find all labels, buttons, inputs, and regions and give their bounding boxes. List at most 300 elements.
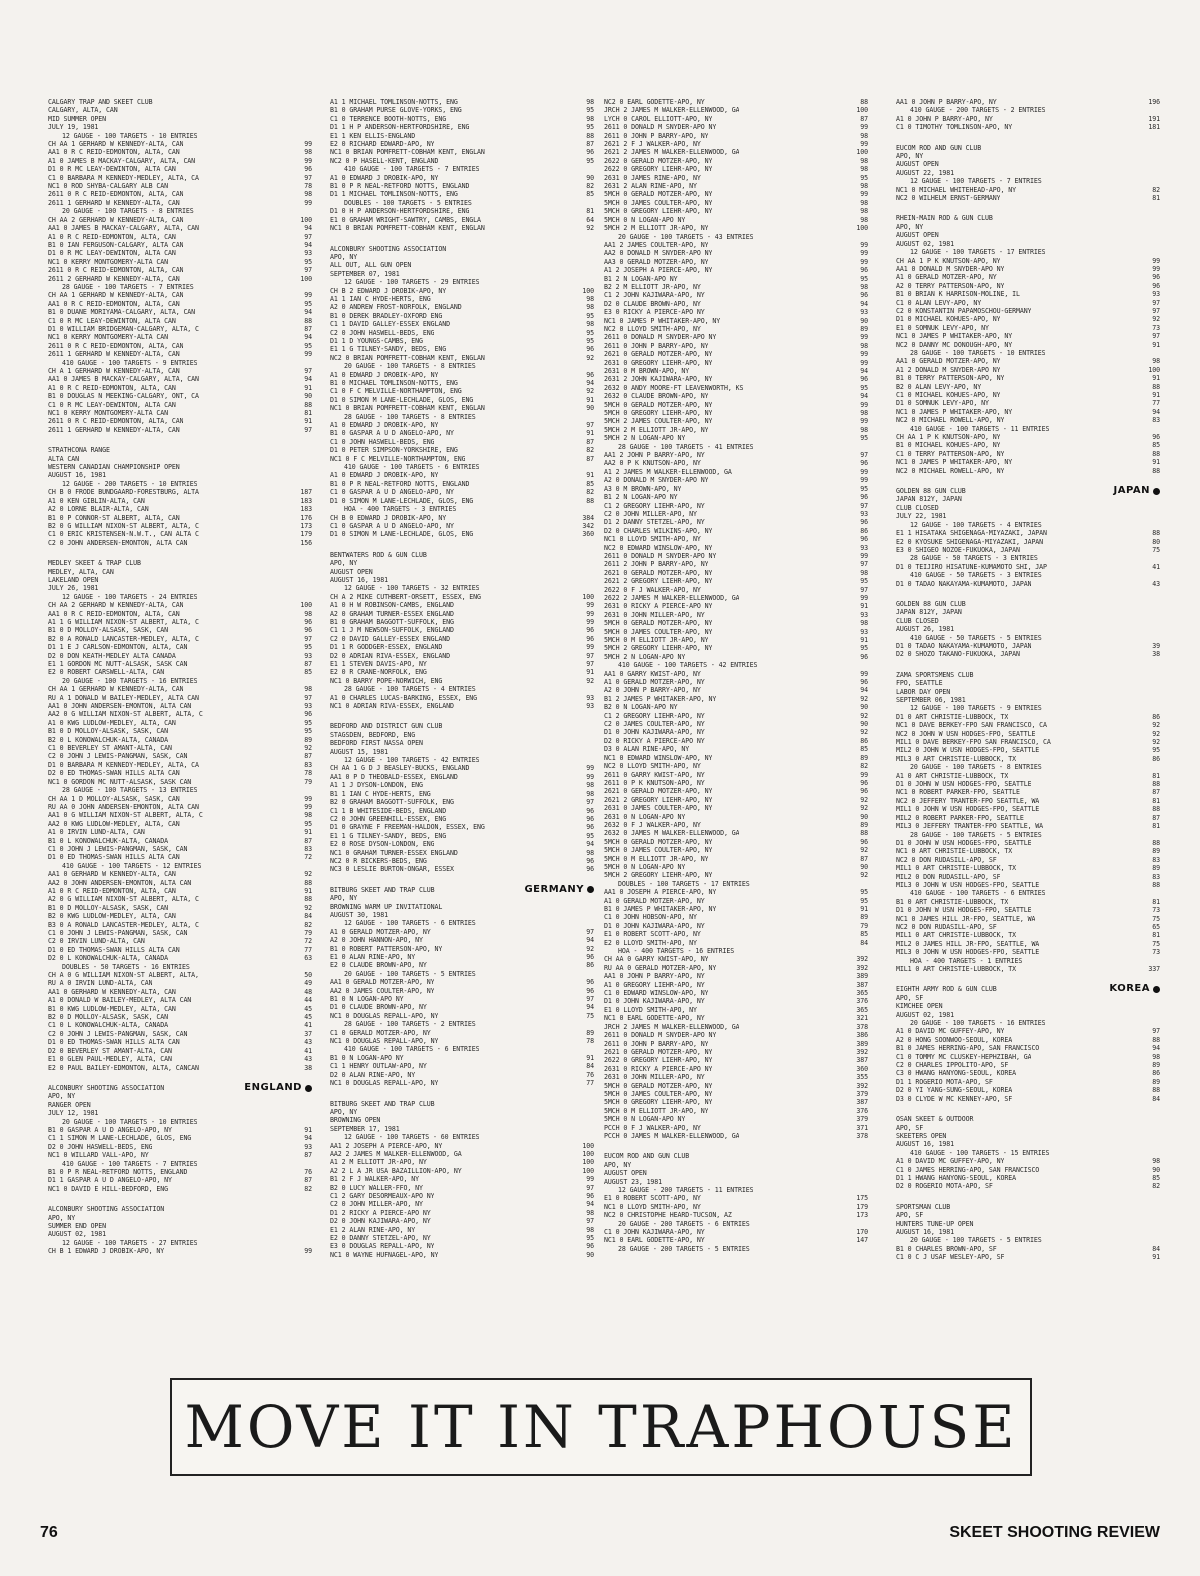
event-header: 410 GAUGE - 100 TARGETS - 6 ENTRIES	[344, 1045, 480, 1054]
result-row: AA2 0 P K KNUTSON-APO, NY 96	[604, 459, 868, 468]
result-row: D3 0 ALAN RINE-APO, NY 85	[604, 745, 868, 754]
result-row: D1 0 JOHN W USN HODGES-FPO, SEATTLE 88	[896, 780, 1160, 789]
club-info: MEDLEY, ALTA, CAN	[48, 567, 114, 576]
result-row: E1 0 GLEN PAUL-MEDLEY, ALTA, CAN 43	[48, 1055, 312, 1064]
result-row: 2611 0 R C REID-EDMONTON, ALTA, CAN 98	[48, 190, 312, 199]
result-row: A1 2 DONALD M SNYDER-APO NY 100	[896, 365, 1160, 374]
result-row: E1 1 HISATAKA SHIGENAGA-MIYAZAKI, JAPAN 88	[896, 529, 1160, 538]
club-result-block	[330, 883, 594, 1088]
event-header: 20 GAUGE - 100 TARGETS - 5 ENTRIES	[344, 969, 476, 978]
event-header: 410 GAUGE - 100 TARGETS - 7 ENTRIES	[62, 1159, 198, 1168]
bullet-icon	[587, 886, 594, 893]
result-row: A1 2 JAMES M WALKER-ELLENWOOD, GA 99	[604, 467, 868, 476]
result-row: A1 0 JOHN P BARRY-APO, NY 191	[896, 114, 1160, 123]
result-row: NC1 0 JAMES P WHITAKER-APO, NY 94	[896, 407, 1160, 416]
result-row: C1 0 JOHN HOBSON-APO, NY 89	[604, 913, 868, 922]
result-row: C3 0 HWANG HANYONG-SEOUL, KOREA 86	[896, 1069, 1160, 1078]
result-row: 2631 0 JOHN MILLER-APO, NY 355	[604, 1073, 868, 1082]
result-row: B1 0 N LOGAN-APO NY 97	[330, 995, 594, 1004]
result-row: MIL3 0 ART CHRISTIE-LUBBOCK, TX 86	[896, 754, 1160, 763]
result-row: C1 0 JOHN KAJIWARA-APO, NY 170	[604, 1228, 868, 1237]
result-row: 5MCH 2 N LOGAN-APO NY 96	[604, 652, 868, 661]
event-header: 20 GAUGE - 100 TARGETS - 16 ENTRIES	[62, 676, 198, 685]
result-row: CH AA 1 GERHARD W KENNEDY-ALTA, CAN 99	[48, 140, 312, 149]
result-row: NC1 0 ROD SHYBA-CALGARY ALB CAN 78	[48, 182, 312, 191]
result-row: B1 0 GRAHAM BAGGOTT-SUFFOLK, ENG 99	[330, 617, 594, 626]
result-row: AA1 0 R C REID-EDMONTON, ALTA, CAN 98	[48, 609, 312, 618]
result-row: MIL1 0 ART CHRISTIE-LUBBOCK, TX 81	[896, 931, 1160, 940]
event-header: DOUBLES - 100 TARGETS - 5 ENTRIES	[344, 198, 472, 207]
club-result-block	[896, 671, 1160, 974]
club-info: APO, NY	[330, 559, 358, 568]
result-row: 2611 0 DONALD M SNYDER-APO NY 386	[604, 1031, 868, 1040]
result-row: NC1 0 BRIAN POMFRETT-COBHAM KENT, ENGLAN 96	[330, 148, 594, 157]
result-row: NC1 0 DOUGLAS REPALL-APO, NY 75	[330, 1011, 594, 1020]
club-result-block	[330, 98, 594, 233]
result-row: E1 1 G TILNEY-SANDY, BEDS, ENG 95	[330, 831, 594, 840]
result-row: B1 0 GRAHAM PURSE GLOVE-YORKS, ENG 95	[330, 106, 594, 115]
result-row: 2631 0 RICKY A PIERCE-APO NY 91	[604, 602, 868, 611]
club-result-block	[330, 551, 594, 711]
result-row: NC2 0 BRIAN POMFRETT-COBHAM KENT, ENGLAN 92	[330, 353, 594, 362]
result-row: 2631 0 GREGORY LIEHR-APO, NY 99	[604, 358, 868, 367]
result-row: A1 0 EDWARD J DROBIK-APO, NY 97	[330, 421, 594, 430]
result-row: C2 0 JOHN GREENHILL-ESSEX, ENG 96	[330, 814, 594, 823]
event-header: 20 GAUGE - 100 TARGETS - 43 ENTRIES	[618, 232, 754, 241]
result-row: C1 1 SIMON M LANE-LECHLADE, GLOS, ENG 94	[48, 1134, 312, 1143]
club-info: APO, SF	[896, 1123, 924, 1132]
result-row: 5MCH 2 N LOGAN-APO NY 95	[604, 434, 868, 443]
event-header: 410 GAUGE - 200 TARGETS - 2 ENTRIES	[910, 106, 1046, 115]
result-row: C1 2 JOHN KAJIWARA-APO, NY 96	[604, 291, 868, 300]
result-row: NC1 0 JAMES P WHITAKER-APO, NY 91	[896, 458, 1160, 467]
result-row: CH AA 1 P K KNUTSON-APO, NY 96	[896, 433, 1160, 442]
result-row: 5MCH 0 M ELLIOTT JR-APO, NY 87	[604, 854, 868, 863]
result-row: B1 2 N LOGAN-APO NY 95	[604, 274, 868, 283]
country-label: GERMANY	[524, 886, 594, 894]
club-info: APO, SF	[896, 993, 924, 1002]
result-row: D2 0 JOHN KAJIWARA-APO, NY 97	[330, 1217, 594, 1226]
result-row: B2 0 L KONOWALCHUK-ALTA, CANADA 89	[48, 735, 312, 744]
result-row: E2 0 CLAUDE BROWN-APO, NY 86	[330, 961, 594, 970]
result-row: MIL1 0 ART CHRISTIE-LUBBOCK, TX 337	[896, 965, 1160, 973]
club-result-block	[330, 1100, 594, 1260]
result-row: 2631 2 JOHN KAJIWARA-APO, NY 96	[604, 375, 868, 384]
result-row: E1 0 GRAHAM WRIGHT-SAWTRY, CAMBS, ENGLA 64	[330, 215, 594, 224]
result-row: E1 0 LLOYD SMITH-APO, NY 365	[604, 1005, 868, 1014]
club-name: ALCONBURY SHOOTING ASSOCIATION	[330, 244, 447, 253]
result-row: 2611 0 JOHN P BARRY-APO, NY 98	[604, 131, 868, 140]
result-row: A1 0 ART CHRISTIE-LUBBOCK, TX 81	[896, 771, 1160, 780]
club-name: ZAMA SPORTSMENS CLUB	[896, 670, 974, 679]
result-row: D1 1 HWANG HANYONG-SEOUL, KOREA 85	[896, 1173, 1160, 1182]
result-row: JRCH 2 JAMES M WALKER-ELLENWOOD, GA 100	[604, 106, 868, 115]
event-header: 12 GAUGE - 100 TARGETS - 17 ENTRIES	[910, 248, 1046, 257]
result-row: 2622 0 GREGORY LIEHR-APO, NY 387	[604, 1056, 868, 1065]
club-info: AUGUST 02, 1981	[48, 1230, 107, 1239]
club-result-block	[896, 144, 1160, 203]
club-info: APO, NY	[48, 1092, 76, 1101]
result-row: NC1 0 JAMES HILL JR-FPO, SEATTLE, WA 75	[896, 914, 1160, 923]
event-header: DOUBLES - 50 TARGETS - 16 ENTRIES	[62, 962, 190, 971]
result-row: B1 0 KWG LUDLOW-MEDLEY, ALTA, CAN 45	[48, 1004, 312, 1013]
club-info: RANGER OPEN	[48, 1100, 91, 1109]
result-row: C1 0 EDWARD WINSLOW-APO, NY 365	[604, 989, 868, 998]
result-row: E2 0 ROBERT CARSWELL-ALTA, CAN 85	[48, 668, 312, 677]
result-row: 2621 0 GERALD MOTZER-APO, NY 99	[604, 350, 868, 359]
event-header: 12 GAUGE - 100 TARGETS - 9 ENTRIES	[910, 704, 1042, 713]
result-row: C1 0 GERALD MOTZER-APO, NY 89	[330, 1028, 594, 1037]
result-row: A1 2 JOSEPH A PIERCE-APO, NY 96	[604, 266, 868, 275]
bullet-icon	[1153, 488, 1160, 495]
club-result-block	[48, 446, 312, 547]
club-result-block	[896, 98, 1160, 132]
result-row: D1 1 D YOUNGS-CAMBS, ENG 95	[330, 336, 594, 345]
result-row: A2 0 LORNE BLAIR-ALTA, CAN 183	[48, 505, 312, 514]
result-row: E1 1 KEN ELLIS-ENGLAND 88	[330, 131, 594, 140]
result-row: 5MCH 0 N LOGAN-APO NY 379	[604, 1115, 868, 1124]
result-row: B1 0 CHARLES BROWN-APO, SF 84	[896, 1244, 1160, 1253]
event-header: 12 GAUGE - 100 TARGETS - 10 ENTRIES	[62, 131, 198, 140]
event-header: 410 GAUGE - 100 TARGETS - 7 ENTRIES	[344, 165, 480, 174]
club-info: SEPTEMBER 06, 1981	[896, 696, 966, 704]
club-info: SEPTEMBER 07, 1981	[330, 269, 400, 278]
club-name: BITBURG SKEET AND TRAP CLUB GERMANY	[330, 886, 594, 894]
club-info: HUNTERS TUNE-UP OPEN	[896, 1219, 974, 1228]
result-row: B1 0 P R NEAL-RETFORD NOTTS, ENGLAND 85	[330, 479, 594, 488]
result-row: C1 2 GREGORY LIEHR-APO, NY 97	[604, 501, 868, 510]
result-row: C2 0 JOHN J LEWIS-PANGMAN, SASK, CAN 37	[48, 1029, 312, 1038]
result-row: 2621 0 GERALD MOTZER-APO, NY 96	[604, 787, 868, 796]
event-header: 20 GAUGE - 100 TARGETS - 8 ENTRIES	[344, 362, 476, 371]
result-row: E3 0 DOUGLAS REPALL-APO, NY 96	[330, 1242, 594, 1251]
result-row: CH A 2 MIKE CUTHBERT-ORSETT, ESSEX, ENG 100	[330, 592, 594, 601]
event-header: 28 GAUGE - 100 TARGETS - 7 ENTRIES	[62, 282, 194, 291]
result-row: D2 0 ALAN RINE-APO, NY 76	[330, 1070, 594, 1079]
club-info: APO, NY	[330, 1107, 358, 1116]
club-info: AUGUST OPEN	[604, 1169, 647, 1178]
event-header: 410 GAUGE - 100 TARGETS - 6 ENTRIES	[344, 463, 480, 472]
club-info: CLUB CLOSED	[896, 616, 939, 625]
result-row: 2621 0 GERALD MOTZER-APO, NY 98	[604, 568, 868, 577]
result-row: A1 0 H W ROBINSON-CAMBS, ENGLAND 99	[330, 601, 594, 610]
result-row: A1 0 GERALD MOTZER-APO, NY 96	[604, 678, 868, 687]
result-row: D1 1 MICHAEL TOMLINSON-NOTTS, ENG 85	[330, 190, 594, 199]
result-row: AA1 2 JAMES COULTER-APO, NY 99	[604, 240, 868, 249]
result-row: D1 0 SIMON M LANE-LECHLADE, GLOS, ENG 88	[330, 496, 594, 505]
result-row: A1 1 J DYSON-LONDON, ENG 98	[330, 781, 594, 790]
result-row: D1 0 SIMON M LANE-LECHLADE, GLOS, ENG 360	[330, 530, 594, 539]
result-row: E1 1 G TILNEY-SANDY, BEDS, ENG 96	[330, 345, 594, 354]
result-row: E1 1 STEVEN DAVIS-APO, NY 97	[330, 660, 594, 668]
club-info: CALGARY, ALTA, CAN	[48, 106, 118, 115]
result-row: CH AA 2 GERHARD W KENNEDY-ALTA, CAN 100	[48, 215, 312, 224]
club-info: JAPAN 812Y, JAPAN	[896, 495, 962, 504]
result-row: D2 0 CHARLES WILKINS-APO, NY 86	[604, 526, 868, 535]
club-info: APO, NY	[330, 894, 358, 903]
result-row: C2 0 KONSTANTIN PAPAMOSCHOU-GERMANY 97	[896, 306, 1160, 315]
result-row: 2631 0 M BROWN-APO, NY 94	[604, 367, 868, 375]
result-row: B1 0 N LOGAN-APO NY 91	[330, 1053, 594, 1062]
club-info: JAPAN 812Y, JAPAN	[896, 608, 962, 617]
result-row: C1 0 R MC LEAY-DEWINTON, ALTA CAN 88	[48, 400, 312, 409]
result-row: 5MCH 0 GERALD MOTZER-APO, NY 99	[604, 400, 868, 409]
result-row: AA1 0 P D THEOBALD-ESSEX, ENGLAND 99	[330, 772, 594, 781]
result-row: B1 2 F J WALKER-APO, NY 99	[330, 1175, 594, 1184]
result-row: B1 0 L KONOWALCHUK-ALTA, CANADA 87	[48, 836, 312, 845]
result-row: D1 0 ED THOMAS-SWAN HILLS ALTA CAN 43	[48, 1038, 312, 1047]
result-row: NC2 0 EDWARD WINSLOW-APO, NY 93	[604, 543, 868, 552]
result-row: C1 0 MICHAEL KOHUES-APO, NY 91	[896, 391, 1160, 399]
result-row: E1 2 ALAN RINE-APO, NY 98	[330, 1225, 594, 1234]
result-row: E2 0 RICHARD EDWARD-APO, NY 87	[330, 140, 594, 149]
club-info: APO, NY	[896, 152, 924, 161]
result-row: NC2 0 MICHAEL ROWELL-APO, NY 88	[896, 466, 1160, 475]
result-row: B1 0 DOUGLAS N MEEKING-CALGARY, ONT, CA 90	[48, 392, 312, 401]
result-row: NC1 0 ADRIAN RIVA-ESSEX, ENGLAND 93	[330, 702, 594, 711]
result-row: C1 0 L KONOWALCHUK-ALTA, CANADA 41	[48, 1021, 312, 1030]
result-row: D1 0 TADAO NAKAYAMA-KUMAMOTO, JAPAN 43	[896, 579, 1160, 588]
result-row: C1 1 J M NEWSON-SUFFOLK, ENGLAND 96	[330, 626, 594, 635]
result-row: A1 0 GERALD MOTZER-APO, NY 96	[896, 273, 1160, 282]
result-row: C1 0 JOHN J LEWIS-PANGMAN, SASK, CAN 79	[48, 929, 312, 937]
club-name: RHEIN-MAIN ROD & GUN CLUB	[896, 214, 993, 223]
result-row: B1 2 N LOGAN-APO NY 96	[604, 493, 868, 502]
result-row: AA1 0 GERHARD W KENNEDY-ALTA, CAN 92	[48, 870, 312, 879]
result-row: NC1 0 WAYNE HUFNAGEL-APO, NY 90	[330, 1250, 594, 1259]
event-header: 28 GAUGE - 100 TARGETS - 10 ENTRIES	[910, 348, 1046, 357]
result-row: B2 0 N LOGAN-APO NY 90	[604, 703, 868, 712]
result-row: A1 0 GREGORY LIEHR-APO, NY 387	[604, 980, 868, 989]
club-result-block	[48, 1081, 312, 1193]
result-row: A1 0 DONALD W BAILEY-MEDLEY, ALTA CAN 44	[48, 996, 312, 1005]
results-column-3	[604, 98, 868, 1265]
results-column-4	[896, 98, 1160, 1274]
result-row: 5MCH 0 N LOGAN-APO NY 98	[604, 215, 868, 224]
result-row: D2 0 BEVERLEY ST AMANT-ALTA, CAN 41	[48, 1046, 312, 1055]
result-row: C1 0 ERIC KRISTENSEN-N.W.T., CAN ALTA C 179	[48, 530, 312, 539]
result-row: AA1 0 GERALD MOTZER-APO, NY 98	[896, 357, 1160, 366]
club-info: AUGUST 22, 1981	[896, 168, 955, 177]
bullet-icon	[305, 1085, 312, 1092]
result-row: 2622 0 GERALD MOTZER-APO, NY 98	[604, 156, 868, 165]
event-header: 12 GAUGE - 100 TARGETS - 27 ENTRIES	[62, 1238, 198, 1247]
result-row: NC2 0 LLOYD SMITH-APO, NY 89	[604, 324, 868, 333]
event-header: 20 GAUGE - 100 TARGETS - 16 ENTRIES	[910, 1019, 1046, 1028]
result-row: B2 0 LUCY WALLER-FFO, NY 97	[330, 1183, 594, 1192]
club-result-block	[48, 559, 312, 1072]
result-row: 5MCH 2 JAMES COULTER-APO, NY 99	[604, 417, 868, 426]
result-row: MIL3 0 JOHN W USN HODGES-FPO, SEATTLE 88	[896, 880, 1160, 889]
result-row: NC2 0 WILHELM ERNST-GERMANY 81	[896, 194, 1160, 203]
result-row: 5MCH 0 GERALD MOTZER-APO, NY 99	[604, 190, 868, 199]
result-row: 2621 0 GERALD MOTZER-APO, NY 392	[604, 1047, 868, 1056]
result-row: CH A 1 GERHARD W KENNEDY-ALTA, CAN 97	[48, 367, 312, 375]
result-row: D2 0 YI YANG-SUNG-SEOUL, KOREA 88	[896, 1086, 1160, 1095]
result-row: D1 1 ROGERIO MOTA-APO, SF 89	[896, 1077, 1160, 1086]
club-result-block	[604, 1152, 868, 1253]
result-row: MIL1 0 DAVE BERKEY-FPO SAN FRANCISCO, CA 92	[896, 738, 1160, 747]
club-info: AUGUST 02, 1981	[896, 1010, 955, 1019]
result-row: B1 0 JAMES P WHITAKER-APO, NY 91	[604, 905, 868, 913]
result-row: NC2 0 MICHAEL ROWELL-APO, NY 83	[896, 416, 1160, 425]
result-row: E1 0 ROBERT SCOTT-APO, NY 175	[604, 1194, 868, 1203]
club-result-block	[896, 214, 1160, 475]
result-row: CH AA 1 GERHARD W KENNEDY-ALTA, CAN 99	[48, 291, 312, 300]
result-row: 5MCH 0 N LOGAN-APO NY 90	[604, 862, 868, 871]
result-row: D2 0 RICKY A PIERCE-APO NY 86	[604, 736, 868, 745]
result-row: A2 0 JOHN P BARRY-APO, NY 94	[604, 686, 868, 695]
result-row: 5MCH 0 JAMES COULTER-APO, NY 92	[604, 846, 868, 855]
result-row: B2 0 D MOLLOY-ALSASK, SASK, CAN 45	[48, 1013, 312, 1022]
result-row: B1 0 GASPAR A U D ANGELO-APO, NY 91	[330, 429, 594, 438]
result-row: E2 0 ROSE DYSON-LONDON, ENG 94	[330, 840, 594, 849]
result-row: D1 1 H P ANDERSON-HERTFORDSHIRE, ENG 95	[330, 123, 594, 132]
result-row: D2 0 CLAUDE BROWN-APO, NY 94	[604, 299, 868, 308]
club-info: AUGUST 15, 1981	[330, 747, 389, 756]
event-header: 410 GAUGE - 100 TARGETS - 15 ENTRIES	[910, 1148, 1050, 1157]
result-row: A2 0 ANDREW FROST-NORFOLK, ENGLAND 98	[330, 303, 594, 312]
result-row: C1 0 BARBARA M KENNEDY-MEDLEY, ALTA, CA 97	[48, 173, 312, 182]
result-row: AA1 0 JAMES B MACKAY-CALGARY, ALTA, CAN 94	[48, 224, 312, 233]
event-header: 28 GAUGE - 200 TARGETS - 5 ENTRIES	[618, 1244, 750, 1253]
result-row: 2632 0 JAMES M WALKER-ELLENWOOD, GA 88	[604, 829, 868, 838]
event-header: 20 GAUGE - 100 TARGETS - 10 ENTRIES	[62, 1117, 198, 1126]
result-row: B1 0 ART CHRISTIE-LUBBOCK, TX 81	[896, 897, 1160, 906]
result-row: C1 0 F C MELVILLE-NORTHAMPTON, ENG 92	[330, 387, 594, 396]
club-result-block	[48, 1205, 312, 1255]
event-header: 12 GAUGE - 100 TARGETS - 6 ENTRIES	[344, 919, 476, 928]
result-row: C1 0 GASPAR A U D ANGELO-APO, NY 82	[330, 488, 594, 497]
result-row: AA1 2 JOSEPH A PIERCE-APO, NY 100	[330, 1141, 594, 1150]
result-row: B2 0 G WILLIAM NIXON-ST ALBERT, ALTA, C 173	[48, 521, 312, 530]
result-row: NC1 0 DOUGLAS REPALL-APO, NY 78	[330, 1037, 594, 1046]
magazine-title: SKEET SHOOTING REVIEW	[949, 1524, 1160, 1541]
result-row: 2631 0 JAMES COULTER-APO, NY 92	[604, 804, 868, 813]
result-row: B1 0 P CONNOR-ST ALBERT, ALTA, CAN 176	[48, 513, 312, 522]
club-info: JULY 12, 1981	[48, 1109, 99, 1118]
result-row: 5MCH 0 M ELLIOTT JR-APO, NY 91	[604, 636, 868, 644]
result-row: 2631 0 RICKY A PIERCE-APO NY 360	[604, 1064, 868, 1073]
result-row: MIL2 0 ROBERT PARKER-FPO, SEATTLE 87	[896, 813, 1160, 822]
result-row: AA1 0 GERALD MOTZER-APO, NY 96	[330, 978, 594, 987]
result-row: B1 0 D MOLLOY-ALSASK, SASK, CAN 95	[48, 727, 312, 736]
result-row: A2 0 JOHN HANNON-APO, NY 94	[330, 936, 594, 945]
result-row: D2 0 L KONOWALCHUK-ALTA, CANADA 63	[48, 954, 312, 963]
country-label: JAPAN	[1114, 487, 1160, 495]
result-row: B1 0 DEREK BRADLEY-OXFORD ENG 95	[330, 311, 594, 320]
result-row: NC1 0 ART CHRISTIE-LUBBOCK, TX 89	[896, 847, 1160, 856]
result-row: AA2 0 G WILLIAM NIXON-ST ALBERT, ALTA, C 96	[48, 710, 312, 719]
result-row: AA2 0 JOHN ANDERSEN-EMONTON, ALTA CAN 88	[48, 878, 312, 887]
result-row: 2611 0 JOHN P BARRY-APO, NY 389	[604, 1039, 868, 1048]
result-row: CH B 1 EDWARD J DROBIK-APO, NY 99	[48, 1247, 312, 1256]
result-row: MIL3 0 JEFFERY TRANTER-FPO SEATTLE, WA 81	[896, 822, 1160, 831]
result-row: AA2 0 JAMES COULTER-APO, NY 96	[330, 986, 594, 995]
result-row: B2 0 GRAHAM BAGGOTT-SUFFOLK, ENG 97	[330, 798, 594, 807]
result-row: A1 0 GERALD MOTZER-APO, NY 97	[330, 927, 594, 936]
result-row: 2632 0 CLAUDE BROWN-APO, NY 94	[604, 392, 868, 401]
result-row: D1 1 GASPAR A U D ANGELO-APO, NY 87	[48, 1176, 312, 1185]
club-info: LAKELAND OPEN	[48, 575, 99, 584]
result-row: AA1 0 JOHN ANDERSEN-EMONTON, ALTA CAN 93	[48, 702, 312, 711]
result-row: NC1 0 BARRY POPE-NORWICH, ENG 92	[330, 676, 594, 685]
event-header: 28 GAUGE - 100 TARGETS - 4 ENTRIES	[344, 685, 476, 694]
result-row: B1 0 ROBERT PATTERSON-APO, NY 92	[330, 944, 594, 953]
result-row: A2 2 L A JR USA BAZAILLION-APO, NY 100	[330, 1166, 594, 1175]
result-row: E2 0 DANNY STETZEL-APO, NY 95	[330, 1234, 594, 1242]
club-info: BROWNING WARM UP INVITATIONAL	[330, 902, 443, 911]
result-row: D1 0 H P ANDERSON-HERTFORDSHIRE, ENG 81	[330, 207, 594, 216]
result-row: D2 0 JOHN HASWELL-BEDS, ENG 93	[48, 1142, 312, 1151]
result-row: D1 0 BARBARA M KENNEDY-MEDLEY, ALTA, CA 83	[48, 760, 312, 769]
result-row: 5MCH 0 GREGORY LIEHR-APO, NY 98	[604, 207, 868, 216]
result-row: AA1 0 DONALD M SNYDER-APO NY 99	[896, 264, 1160, 273]
result-row: NC2 0 EARL GODETTE-APO, NY 88	[604, 98, 868, 106]
result-row: NC1 0 MICHAEL WHITEHEAD-APO, NY 82	[896, 185, 1160, 194]
result-row: NC1 0 EARL GODETTE-APO, NY 321	[604, 1014, 868, 1023]
club-name: BENTWATERS ROD & GUN CLUB	[330, 550, 427, 559]
club-name: CALGARY TRAP AND SKEET CLUB	[48, 98, 153, 106]
club-info: ALTA CAN	[48, 454, 79, 463]
result-row: 2611 0 DONALD M SNYDER-APO NY 99	[604, 333, 868, 342]
club-name: GOLDEN 88 GUN CLUB	[896, 599, 966, 608]
result-row: C1 2 GARY DESORMEAUX-APO NY 96	[330, 1191, 594, 1200]
result-row: NC1 0 DAVID E HILL-BEDFORD, ENG 82	[48, 1184, 312, 1193]
result-row: 2621 2 GREGORY LIEHR-APO, NY 92	[604, 795, 868, 804]
club-info: APO, NY	[48, 1213, 76, 1222]
club-info: SEPTEMBER 17, 1981	[330, 1124, 400, 1133]
event-header: 12 GAUGE - 100 TARGETS - 60 ENTRIES	[344, 1133, 480, 1142]
event-header: DOUBLES - 100 TARGETS - 17 ENTRIES	[618, 879, 750, 888]
club-name: MEDLEY SKEET & TRAP CLUB	[48, 559, 141, 568]
result-row: B1 0 MICHAEL TOMLINSON-NOTTS, ENG 94	[330, 379, 594, 387]
result-row: MIL3 0 JOHN W USN HODGES-FPO, SEATTLE 73	[896, 948, 1160, 957]
result-row: A1 0 KEN GIBLIN-ALTA, CAN 183	[48, 496, 312, 505]
result-row: D1 0 JOHN KAJIWARA-APO, NY 376	[604, 997, 868, 1006]
event-header: 20 GAUGE - 100 TARGETS - 8 ENTRIES	[62, 207, 194, 216]
club-result-block	[896, 985, 1160, 1103]
result-row: 5MCH 0 JAMES COULTER-APO, NY 98	[604, 198, 868, 207]
result-row: C2 0 JOHN MILLER-APO, NY 94	[330, 1200, 594, 1209]
club-info: AUGUST OPEN	[896, 231, 939, 240]
result-row: 2611 2 GERHARD W KENNEDY-ALTA, CAN 100	[48, 274, 312, 283]
result-row: AA1 0 G WILLIAM NIXON-ST ALBERT, ALTA, C 98	[48, 811, 312, 820]
club-name: ALCONBURY SHOOTING ASSOCIATION ENGLAND	[48, 1084, 312, 1092]
result-row: D2 0 SHOZO TAKANO-FUKUOKA, JAPAN 38	[896, 650, 1160, 659]
result-row: 2611 0 DONALD M SNYDER-APO NY 99	[604, 551, 868, 560]
event-header: 12 GAUGE - 100 TARGETS - 4 ENTRIES	[910, 520, 1042, 529]
result-row: 2611 1 GERHARD W KENNEDY-ALTA, CAN 99	[48, 198, 312, 207]
result-row: 2621 2 GREGORY LIEHR-APO, NY 95	[604, 577, 868, 586]
result-row: C1 0 JAMES HERRING-APO, SAN FRANCISCO 90	[896, 1165, 1160, 1174]
result-row: CH B 0 FRODE BUNDGAARD-FORESTBURG, ALTA 187	[48, 488, 312, 497]
result-row: MIL2 0 DON RUDASILL-APO, SF 83	[896, 872, 1160, 881]
club-info: BROWNING OPEN	[330, 1116, 381, 1125]
result-row: 5MCH 0 GERALD MOTZER-APO, NY 96	[604, 837, 868, 846]
club-name: OSAN SKEET & OUTDOOR	[896, 1115, 974, 1124]
result-row: C1 0 JOHN J LEWIS-PANGMAN, SASK, CAN 83	[48, 844, 312, 853]
club-name: EIGHTH ARMY ROD & GUN CLUB KOREA	[896, 985, 1160, 993]
result-row: C1 2 GREGORY LIEHR-APO, NY 92	[604, 711, 868, 720]
event-header: HOA - 400 TARGETS - 16 ENTRIES	[618, 947, 735, 956]
result-row: AA1 0 GERHARD W KENNEDY-ALTA, CAN 48	[48, 987, 312, 996]
event-header: 20 GAUGE - 100 TARGETS - 5 ENTRIES	[910, 1236, 1042, 1245]
result-row: MIL1 0 JOHN W USN HODGES-FPO, SEATTLE 88	[896, 805, 1160, 814]
page-footer	[40, 1524, 1160, 1542]
result-row: 5MCH 0 GERALD MOTZER-APO, NY 392	[604, 1081, 868, 1090]
club-info: AUGUST 16, 1981	[48, 471, 107, 480]
